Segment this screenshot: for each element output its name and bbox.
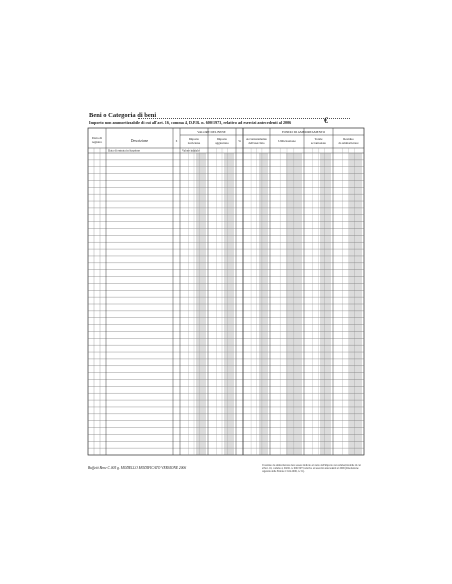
footer-brand: Buffetti Bene C.005 g. MODELLO MODIFICATO VERSIONE 2006 — [88, 466, 187, 470]
col-totale: Totale — [314, 137, 323, 141]
row-entrata-funzione: Data di entrata in funzione — [108, 148, 140, 153]
col-descrizione: Descrizione — [130, 139, 149, 143]
col-importo-iscrizione: iscrizione — [187, 141, 201, 145]
col-accantonamento: Accantonamento — [246, 137, 267, 141]
document-subtitle: Importo non ammortizzabile di cui all'art. 16, comma 4, D.P.R. n. 600/1973, relativo ad esercizi antecedenti al 2006 — [89, 119, 292, 125]
col-utilizzazione: Utilizzazione — [278, 139, 296, 143]
col-importo-aggiornato: aggiornato — [215, 141, 229, 145]
document-title: Beni o Categoria di beni — [89, 112, 157, 119]
col-data-registro: registro — [91, 140, 103, 144]
row-valore-iniziale: Valore iniziale — [182, 148, 200, 153]
col-residuo: Residuo — [343, 137, 354, 141]
footer-note: Il residuo da ammortizzare deve essere indicato al netto dell'importo non ammortizzabile di cui all'art. 16, comma 4, D.P.R. n. 600/1973 relativo ad esercizi antecedenti al 2006 (Risoluzione Agenzia delle Entrate 13.04.2006, n. 51). — [262, 464, 361, 473]
col-residuo: da ammortizzare — [338, 141, 359, 145]
euro-symbol: € — [324, 116, 328, 125]
col-totale: accantonato — [310, 141, 327, 145]
col-segno: £ — [175, 139, 178, 143]
col-accantonamento: dell'esercizio — [248, 141, 265, 145]
col-percentuale: % — [238, 139, 241, 143]
col-data-registro: Data di — [92, 136, 102, 140]
group-header-valore: VALORE DEL BENE — [197, 130, 226, 134]
group-header-fondo: FONDO DI AMMORTAMENTO — [281, 130, 326, 134]
col-importo-aggiornato: Importo — [216, 137, 228, 141]
col-importo-iscrizione: Importo — [188, 137, 200, 141]
